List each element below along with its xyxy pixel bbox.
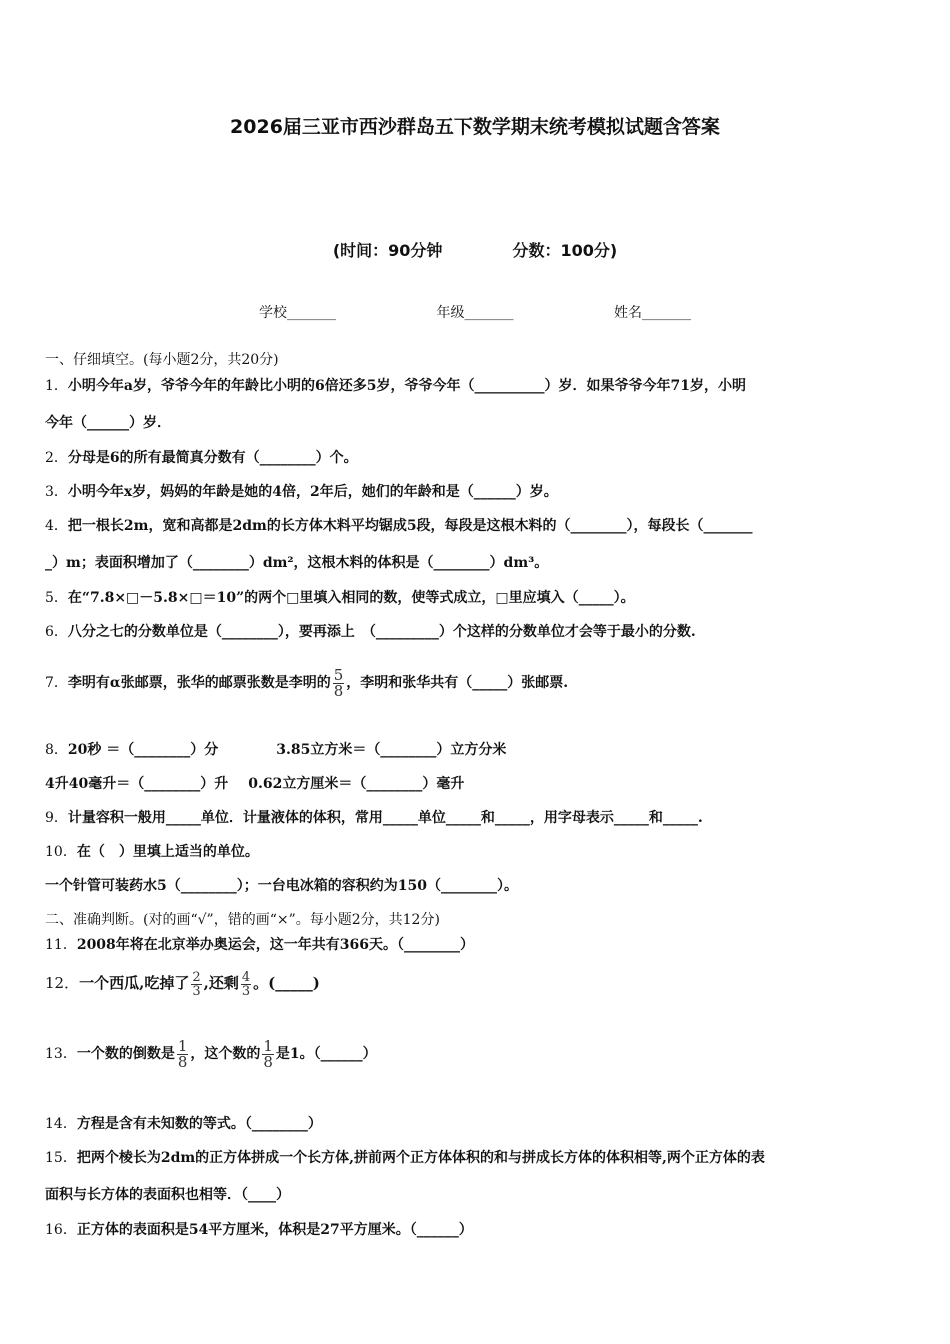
question-number: 9． xyxy=(45,810,68,826)
question-number: 8． xyxy=(45,742,68,758)
fraction-numerator: 1 xyxy=(263,1036,273,1055)
question-number: 13． xyxy=(45,1046,77,1062)
fraction-denominator: 3 xyxy=(241,983,251,999)
name-field: 姓名_______ xyxy=(613,305,691,321)
fraction-denominator: 8 xyxy=(263,1052,273,1071)
question-number: 14． xyxy=(45,1116,77,1132)
question-number: 11． xyxy=(45,937,77,953)
question-8-line1 xyxy=(45,740,506,760)
question-number: 12． xyxy=(45,974,80,992)
fraction xyxy=(177,1036,189,1071)
fraction-numerator: 2 xyxy=(192,969,201,985)
question-number: 7． xyxy=(45,675,68,691)
grade-field: 年级_______ xyxy=(436,305,514,321)
question-number: 4． xyxy=(45,518,68,534)
student-info-line xyxy=(0,302,950,322)
question-text: ，这个数的 xyxy=(190,1046,261,1062)
question-number: 1． xyxy=(45,378,68,394)
question-text: 把一根长2m，宽和高都是2dm的长方体木料平均锯成5段，每段是这根木料的（________），每段长（_______ xyxy=(67,518,753,534)
question-text: 2008年将在北京举办奥运会，这一年共有366天。（________） xyxy=(76,937,475,953)
question-text: 一个西瓜,吃掉了 xyxy=(79,974,190,992)
question-9 xyxy=(45,808,703,828)
question-text: 把两个棱长为2dm的正方体拼成一个长方体,拼前两个正方体体积的和与拼成长方体的体积相等,两个正方体的表 xyxy=(76,1150,765,1166)
question-text: 一个数的倒数是 xyxy=(76,1046,175,1062)
question-7 xyxy=(45,663,568,703)
question-4-line1 xyxy=(45,516,753,536)
question-13 xyxy=(45,1034,377,1074)
question-1-line1 xyxy=(45,376,746,396)
question-text: ，李明和张华共有（_____）张邮票. xyxy=(346,675,569,691)
fraction-numerator: 4 xyxy=(241,969,251,985)
question-text: 李明有α张邮票，张华的邮票张数是李明的 xyxy=(67,675,331,691)
conversion-3: 4升40毫升＝（________）升 xyxy=(45,776,229,792)
question-10-line2: 一个针管可装药水5（________）；一台电冰箱的容积约为150（________）。 xyxy=(45,878,518,894)
question-text: 八分之七的分数单位是（________），要再添上 （_________）个这样的分数单位才会等于最小的分数. xyxy=(67,624,696,640)
question-text: 在（ ）里填上适当的单位。 xyxy=(76,844,259,860)
question-10-line1 xyxy=(45,842,259,862)
school-field: 学校_______ xyxy=(259,305,337,321)
question-number: 3． xyxy=(45,484,68,500)
question-text: 分母是6的所有最简真分数有（________）个。 xyxy=(67,450,358,466)
conversion-1: 20秒 ＝（________）分 xyxy=(67,742,219,758)
question-text: 在“7.8×□－5.8×□＝10”的两个□里填入相同的数，使等式成立，□里应填入（_____）。 xyxy=(67,590,635,606)
question-8-line2 xyxy=(45,774,464,794)
question-text: 计量容积一般用_____单位．计量液体的体积，常用_____单位_____和_____，用字母表示_____和_____. xyxy=(67,810,703,826)
exam-score: 分数：100分) xyxy=(512,241,618,260)
question-number: 5． xyxy=(45,590,68,606)
question-number: 10． xyxy=(45,844,77,860)
question-14 xyxy=(45,1114,322,1134)
question-number: 15． xyxy=(45,1150,77,1166)
fraction-denominator: 8 xyxy=(177,1052,188,1071)
fraction xyxy=(191,971,201,998)
fraction xyxy=(262,1036,274,1071)
question-number: 2． xyxy=(45,450,68,466)
fraction xyxy=(333,665,345,700)
question-text: 小明今年x岁，妈妈的年龄是她的4倍，2年后，她们的年龄和是（______）岁。 xyxy=(67,484,558,500)
fraction-numerator: 1 xyxy=(177,1036,188,1055)
question-4-line2: _）m；表面积增加了（________）dm²，这根木料的体积是（________）dm³。 xyxy=(45,555,549,571)
fraction xyxy=(241,971,251,998)
time-score-line xyxy=(0,238,950,261)
question-6 xyxy=(45,622,696,642)
question-2 xyxy=(45,448,358,468)
question-text: 方程是含有未知数的等式。（________） xyxy=(76,1116,322,1132)
question-number: 16． xyxy=(45,1222,77,1238)
page-title: 2026届三亚市西沙群岛五下数学期末统考模拟试题含答案 xyxy=(230,116,720,138)
question-text: 。(_____) xyxy=(253,974,320,992)
question-1-line2: 今年（______）岁． xyxy=(45,415,171,431)
conversion-4: 0.62立方厘米＝（________）毫升 xyxy=(248,776,465,792)
question-5 xyxy=(45,588,635,608)
question-15-line2: 面积与长方体的表面积也相等．（____） xyxy=(45,1187,290,1203)
question-text: ,还剩 xyxy=(203,974,239,992)
question-text: 小明今年a岁，爷爷今年的年龄比小明的6倍还多5岁，爷爷今年（__________）岁．如果爷爷今年71岁，小明 xyxy=(67,378,746,394)
question-text: 正方体的表面积是54平方厘米，体积是27平方厘米。（______） xyxy=(76,1222,473,1238)
exam-time: (时间：90分钟 xyxy=(332,241,443,260)
conversion-2: 3.85立方米＝（________）立方分米 xyxy=(276,742,507,758)
section2-heading: 二、准确判断。(对的画“√”，错的画“×”。每小题2分，共12分) xyxy=(45,912,440,928)
section1-heading: 一、仔细填空。(每小题2分，共20分) xyxy=(45,352,279,368)
question-15-line1 xyxy=(45,1148,765,1168)
fraction-denominator: 8 xyxy=(333,681,344,700)
question-16 xyxy=(45,1220,473,1240)
question-12 xyxy=(45,964,320,1002)
question-11 xyxy=(45,935,474,955)
question-3 xyxy=(45,482,558,502)
fraction-numerator: 5 xyxy=(333,665,344,684)
question-number: 6． xyxy=(45,624,68,640)
question-text: 是1。（______） xyxy=(275,1046,377,1062)
fraction-denominator: 3 xyxy=(192,983,201,999)
